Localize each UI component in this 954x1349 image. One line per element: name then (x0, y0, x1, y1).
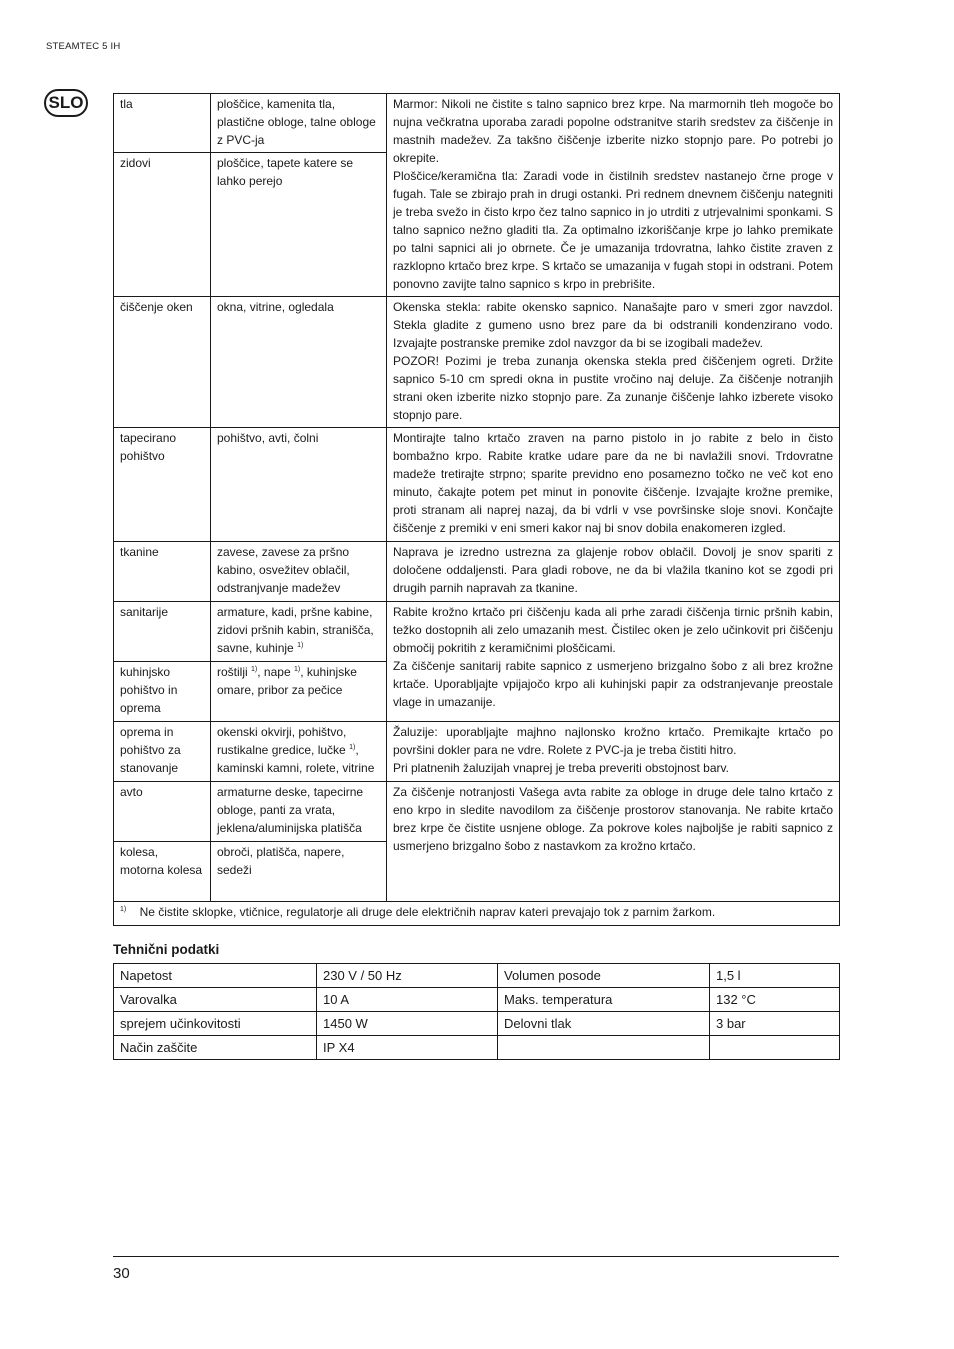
spec-label: Način zaščite (114, 1036, 317, 1060)
description-paragraph: Rabite krožno krtačo pri čiščenju kada ali prhe zaradi čiščenja tirnic pršnih kabin, težko dostopnih ali zelo umazanih mest. Čistilec oken je zelo učinkovit pri čiščenju območij pokritih z keramičnimi ploščicami. (393, 605, 833, 655)
items-cell: ploščice, tapete katere se lahko perejo (211, 153, 387, 297)
section-title: Tehnični podatki (113, 942, 220, 957)
table-row (114, 964, 840, 988)
footnote-ref: 1) (349, 744, 356, 751)
area-cell: tkanine (114, 542, 211, 602)
items-cell: armaturne deske, tapecirne obloge, panti za vrata, jeklena/aluminijska platišča (211, 782, 387, 842)
spec-label: sprejem učinkovitosti (114, 1012, 317, 1036)
table-row (114, 782, 840, 842)
table-row (114, 602, 840, 662)
table-row (114, 428, 840, 542)
items-text: , kuhinjske omare, pribor za pečice (217, 665, 357, 697)
spec-label (498, 1036, 710, 1060)
description-paragraph: Ploščice/keramična tla: Zaradi vode in čistilnih sredstev nastanejo črne proge v fugah. Tale se zbirajo prah in drugi ostanki. Pri rednem dnevnem čiščenju nategniti je treba svežo in čisto krpo čez talno sapnico in jo utrditi z utrjevalnimi sponkami. S talno sapnico nežno gladiti tla. Za optimalno izkoriščanje krpe jo lahko premikate po talni sapnici ali jo obrnete. Če je umazanija trdovratna, lahko čistite zraven z razklopno krtačo brez krpe. S krtačo se umazanija v fugah stopi in odstrani. Potem ponovno zavijte talno sapnico s krpo in prebrišite. (393, 169, 833, 291)
area-cell: tla (114, 94, 211, 153)
spec-value (710, 1036, 840, 1060)
items-text: , kaminski kamni, rolete, vitrine (217, 743, 375, 775)
description-cell (387, 602, 840, 722)
description-paragraph: POZOR! Pozimi je treba zunanja okenska stekla pred čiščenjem ogreti. Držite sapnico 5-10 cm spredi okna in pustite vročino naj deluje. Za čiščenje notranjih strani oken izberite nizko stopnjo pare. Za zunanje čiščenje lahko izberete visoko stopnjo pare. (393, 354, 833, 422)
footnote-row (114, 902, 840, 926)
items-cell: zavese, zavese za pršno kabino, osvežitev oblačil, odstranjvanje madežev (211, 542, 387, 602)
area-cell: sanitarije (114, 602, 211, 662)
items-text: okenski okvirji, pohištvo, rustikalne gredice, lučke (217, 725, 347, 757)
footnote-ref: 1) (251, 666, 258, 673)
items-cell: pohištvo, avti, čolni (211, 428, 387, 542)
spec-value: 1450 W (317, 1012, 498, 1036)
footer-divider (113, 1256, 839, 1257)
spec-value: 132 °C (710, 988, 840, 1012)
description-cell: Naprava je izredno ustrezna za glajenje robov oblačil. Dovolj je snov spariti z določene oddaljensti. Para gladi robove, ne da bi vlažila tkanino kot se zgodi pri drugih parnih napravah za tkanine. (387, 542, 840, 602)
items-cell (211, 662, 387, 722)
area-cell: zidovi (114, 153, 211, 297)
model-code: STEAMTEC 5 IH (46, 41, 121, 52)
items-cell: ploščice, kamenita tla, plastične obloge, talne obloge z PVC-ja (211, 94, 387, 153)
spec-value: IP X4 (317, 1036, 498, 1060)
area-cell: kolesa, motorna kolesa (114, 842, 211, 902)
items-cell (211, 602, 387, 662)
spec-value: 3 bar (710, 1012, 840, 1036)
spec-label: Napetost (114, 964, 317, 988)
tech-data-table (113, 963, 840, 1060)
area-cell: oprema in pohištvo za stanovanje (114, 722, 211, 782)
description-cell: Montirajte talno krtačo zraven na parno pistolo in jo rabite z belo in čisto bombažno krpo. Rabite kratke udare pare da ne bi navlažili snovi. Trdovratne madeže tretirajte strpno; sparite previdno eno posamezno točko ne več kot eno minuto, čakajte potem pet minut in ponovite čiščenje. Izvajajte krožne premike, proti stranam ali naprej nazaj, da bi vdrli v vse površinske sloje snovi. Končajte čiščenje z premiki v eni smeri kakor naj bi snov dobila enakomeren izgled. (387, 428, 840, 542)
table-row (114, 988, 840, 1012)
usage-table (113, 93, 840, 926)
description-cell (387, 94, 840, 297)
items-text: , nape (257, 665, 291, 679)
table-row (114, 1012, 840, 1036)
page-number: 30 (113, 1265, 130, 1282)
area-cell: tapecirano pohištvo (114, 428, 211, 542)
items-cell (211, 722, 387, 782)
spec-value: 1,5 l (710, 964, 840, 988)
items-cell: obroči, platišča, napere, sedeži (211, 842, 387, 902)
description-cell (387, 297, 840, 428)
area-cell: čiščenje oken (114, 297, 211, 428)
area-cell: kuhinjsko pohištvo in oprema (114, 662, 211, 722)
table-row (114, 542, 840, 602)
spec-value: 10 A (317, 988, 498, 1012)
description-cell (387, 722, 840, 782)
description-paragraph: Žaluzije: uporabljajte majhno najlonsko krožno krtačo. Premikajte krtačo po površini dokler para ne vdre. Rolete z PVC-ja je treba čistiti hitro. (393, 725, 833, 757)
items-text: armature, kadi, pršne kabine, zidovi pršnih kabin, stranišča, savne, kuhinje (217, 605, 374, 655)
items-cell: okna, vitrine, ogledala (211, 297, 387, 428)
table-row (114, 1036, 840, 1060)
footnote-text: Ne čistite sklopke, vtičnice, regulatorje ali druge dele električnih naprav kateri prevajajo tok z parnim žarkom. (139, 905, 716, 919)
table-row (114, 297, 840, 428)
description-cell: Za čiščenje notranjosti Vašega avta rabite za obloge in druge dele talno krtačo z eno krpo in sledite navodilom za čiščenje prostorov stanovanja. Ne rabite krtačo brez krpe če čistite usnjene obloge. Za pokrove koles najboljše je rabiti sapnico z usmerjeno brizgalno šobo z nastavkom za krožno krtačo. (387, 782, 840, 902)
footnote-ref: 1) (293, 666, 301, 673)
description-paragraph: Okenska stekla: rabite okensko sapnico. Nanašajte paro v smeri zgor navzdol. Stekla gladite z gumeno usno brez pare da bi odstranili kondenzirano vodo. Izvajajte postranske premike zdol navzgor da bi se izogibali madežev. (393, 300, 833, 350)
spec-value: 230 V / 50 Hz (317, 964, 498, 988)
items-text: roštilji (217, 665, 248, 679)
spec-label: Varovalka (114, 988, 317, 1012)
language-badge: SLO (44, 89, 88, 117)
spec-label: Delovni tlak (498, 1012, 710, 1036)
footnote-cell (114, 902, 840, 926)
footnote-mark: 1) (120, 906, 127, 913)
area-cell: avto (114, 782, 211, 842)
description-paragraph: Marmor: Nikoli ne čistite s talno sapnico brez krpe. Na marmornih tleh mogoče bo nujna večkratna uporaba zaradi popolne odstranitve starih sredstev za čiščenje in mastnih madežev. Za takšno čiščenje izberite nizko stopnjo pare. Po potrebi jo okrepite. (393, 97, 833, 165)
description-paragraph: Pri platnenih žaluzijah vnaprej je treba preveriti obstojnost barv. (393, 761, 729, 775)
table-row (114, 94, 840, 153)
footnote-ref: 1) (297, 642, 304, 649)
spec-label: Maks. temperatura (498, 988, 710, 1012)
spec-label: Volumen posode (498, 964, 710, 988)
description-paragraph: Za čiščenje sanitarij rabite sapnico z usmerjeno brizgalno šobo z ali brez krožne krtače. Uporabljajte vpijajočo krpo ali kuhinjski papir za odstranjevanje preostale vlage in umazanije. (393, 659, 833, 709)
table-row (114, 722, 840, 782)
